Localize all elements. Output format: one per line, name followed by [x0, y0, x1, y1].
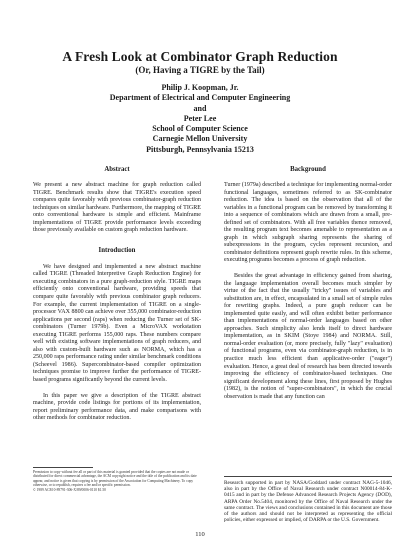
copyright-notice [33, 470, 201, 492]
author-name: Peter Lee [183, 113, 217, 123]
author-affiliation: Department of Electrical and Computer Engineering [109, 93, 291, 103]
introduction-paragraph: In this paper we give a description of the TIGRE abstract machine, provide code listings for portions of its implementation, report preliminary performance data, and make comparisons with other methods for combinator reduction. [33, 392, 201, 422]
author-block [0, 83, 400, 155]
background-heading: Background [290, 166, 326, 173]
abstract-paragraph: We present a new abstract machine for graph reduction called TIGRE. Benchmark results show that TIGRE's execution speed compares quite favorably with previous combinator-graph reduction techniques on similar hardware. Furthermore, the mapping of TIGRE onto conventional hardware is simple and efficient. Mainframe implementations of TIGRE provide performance levels exceeding those previously available on custom graph reduction hardware. [33, 182, 201, 234]
background-paragraph: Turner (1979a) described a technique for implementing normal-order functional languages, sometimes referred to as SK-combinator reduction. The idea is based on the observation that all of the variables in a functional program can be removed by transforming it into a sequence of combinators which are drawn from a small, pre-defined set of combinators. With all free variables thence removed, the resulting program text becomes amenable to representation as a graph in which subgraph sharing represents the sharing of subexpressions in the program, cycles represent recursion, and combinator definitions represent graph rewrite rules. In this scheme, executing programs becomes a process of graph reduction. [224, 182, 392, 264]
introduction-paragraph: We have designed and implemented a new abstract machine called TIGRE (Threaded Interpretive Graph Reduction Engine) for executing combinators in a pure graph-reduction style. TIGRE maps efficiently onto conventional hardware, providing speeds that compare quite favorably with previous combinator graph reducers. For example, the current implementation of TIGRE on a single-processor VAX 8800 can achieve over 355,000 combinator-reduction applications per second (raps) when reducing the Turner set of SK-combinators (Turner 1979b). Even a MicroVAX workstation executing TIGRE performs 155,000 raps. These numbers compare well with existing software implementations of graph reducers, and also with custom-built hardware such as NORMA, which has a 250,000 raps performance rating under similar benchmark conditions (Scheevel 1986). Supercombinator-based compiler optimization techniques promise to improve further the performance of TIGRE-based programs significantly beyond the current levels. [33, 263, 201, 384]
right-column [224, 166, 392, 401]
abstract-heading: Abstract [104, 166, 130, 173]
left-column [33, 166, 201, 423]
copyright-divider [33, 467, 93, 468]
author-address: Pittsburgh, Pennsylvania 15213 [146, 144, 254, 154]
paper-title: A Fresh Look at Combinator Graph Reduction [62, 49, 338, 64]
introduction-heading: Introduction [98, 246, 136, 254]
page-number: 110 [195, 531, 205, 538]
copyright-text: Permission to copy without fee all or part of this material is granted provided that the copies are not made or distributed for direct commercial advantage, the ACM copyright notice and the title of the publication and its date appear, and notice is given that copying is by permission of the Association for Computing Machinery. To copy otherwise, or to republish, requires a fee and/or specific permission. [33, 470, 197, 488]
copyright-code: © 1989 ACM 0-89791-306-X/89/0006-0110 $1.50 [33, 487, 106, 492]
funding-footnote: Research supported in part by NASA/Goddard under contract NAG-5-1046, also in part by the Office of Naval Research under contract N00014-84-K-0415 and in part by the Defense Advanced Research Projects Agency (DOD), ARPA Order No.5404, monitored by the Office of Naval Research under the same contract. The views and conclusions contained in this document are those of the authors and should not be interpreted as representing the official policies, either expressed or implied, of DARPA or the U.S. Government. [224, 476, 392, 523]
paper-subtitle: (Or, Having a TIGRE by the Tail) [135, 65, 265, 75]
author-conjunction: and [193, 103, 207, 113]
author-name: Philip J. Koopman, Jr. [161, 83, 239, 92]
author-affiliation: School of Computer Science [152, 124, 248, 134]
author-institution: Carnegie Mellon University [152, 134, 248, 144]
background-paragraph: Besides the great advantage in efficiency gained from sharing, the language implementation overall becomes much simpler by virtue of the fact that the usually "tricky" issues of variables and substitution are, in effect, encapsulated in a small set of simple rules for rewriting graphs. Indeed, a pure graph reducer can be implemented quite easily, and will often exhibit better performance than implementations of normal-order languages based on other approaches. Such simplicity also lends itself to direct hardware implementation, as in SKIM (Stoye 1984) and NORMA. Still, normal-order evaluation (or, more precisely, fully "lazy" evaluation) of functional programs, even via combinator-graph reduction, is in practice much less efficient than applicative-order ("eager") evaluation. Hence, a great deal of research has been directed towards improving the efficiency of combinator-based techniques. One significant development along these lines, first proposed by Hughes (1982), is the notion of "super-combinators", in which the crucial observation is made that any function can [224, 273, 392, 400]
